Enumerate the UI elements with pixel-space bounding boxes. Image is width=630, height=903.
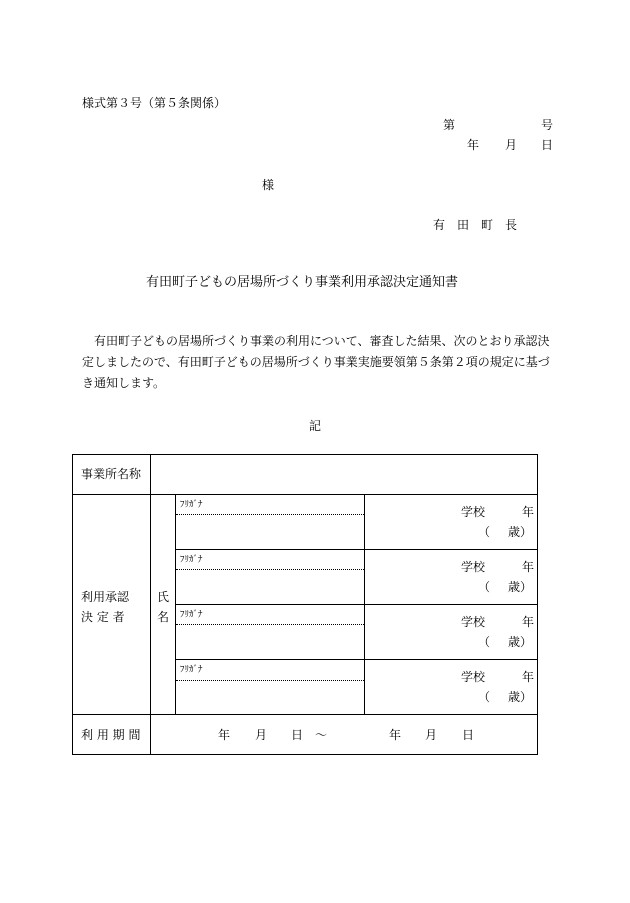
school-label: 学校 — [461, 670, 486, 684]
period-start-month: 月 — [255, 728, 268, 742]
form-number: 様式第３号（第５条関係） — [82, 96, 227, 110]
furigana-label: ﾌﾘｶﾞﾅ — [180, 500, 203, 510]
period-end-day: 日 — [462, 728, 475, 742]
school-label: 学校 — [461, 560, 486, 574]
age-close: 歳） — [508, 525, 533, 539]
period-tilde: ～ — [315, 728, 328, 742]
grade-label: 年 — [522, 560, 535, 574]
age-open: （ — [478, 525, 491, 539]
furigana-label: ﾌﾘｶﾞﾅ — [180, 665, 203, 675]
period-end-month: 月 — [425, 728, 438, 742]
age-open: （ — [478, 635, 491, 649]
name-label-line1: 氏 — [157, 590, 170, 604]
ki-label: 記 — [309, 419, 322, 433]
issuer: 有 田 町 長 — [433, 218, 518, 232]
date-month: 月 — [505, 138, 518, 152]
period-label: 利 用 期 間 — [81, 728, 141, 742]
period-end-year: 年 — [389, 728, 402, 742]
school-label: 学校 — [461, 505, 486, 519]
furigana-label: ﾌﾘｶﾞﾅ — [180, 610, 203, 620]
doc-number-prefix: 第 — [443, 118, 456, 132]
date-day: 日 — [541, 138, 554, 152]
doc-number-suffix: 号 — [541, 118, 554, 132]
office-name-label: 事業所名称 — [81, 467, 142, 481]
school-label: 学校 — [461, 615, 486, 629]
age-close: 歳） — [508, 690, 533, 704]
period-start-year: 年 — [218, 728, 231, 742]
grade-label: 年 — [522, 505, 535, 519]
period-start-day: 日 — [291, 728, 304, 742]
decided-label-line1: 利用承認 — [81, 590, 130, 604]
grade-label: 年 — [522, 615, 535, 629]
document-title: 有田町子どもの居場所づくり事業利用承認決定通知書 — [146, 275, 459, 290]
furigana-label: ﾌﾘｶﾞﾅ — [180, 555, 203, 565]
decided-label-line2: 決 定 者 — [81, 610, 125, 624]
age-open: （ — [478, 580, 491, 594]
age-close: 歳） — [508, 580, 533, 594]
age-open: （ — [478, 690, 491, 704]
addressee-suffix: 様 — [262, 178, 275, 192]
date-year: 年 — [467, 138, 480, 152]
body-text: 有田町子どもの居場所づくり事業の利用について、審査した結果、次のとおり承認決定しましたので、有田町子どもの居場所づくり事業実施要領第５条第２項の規定に基づき通知します。 — [82, 334, 550, 390]
name-label-line2: 名 — [157, 610, 170, 624]
age-close: 歳） — [508, 635, 533, 649]
grade-label: 年 — [522, 670, 535, 684]
